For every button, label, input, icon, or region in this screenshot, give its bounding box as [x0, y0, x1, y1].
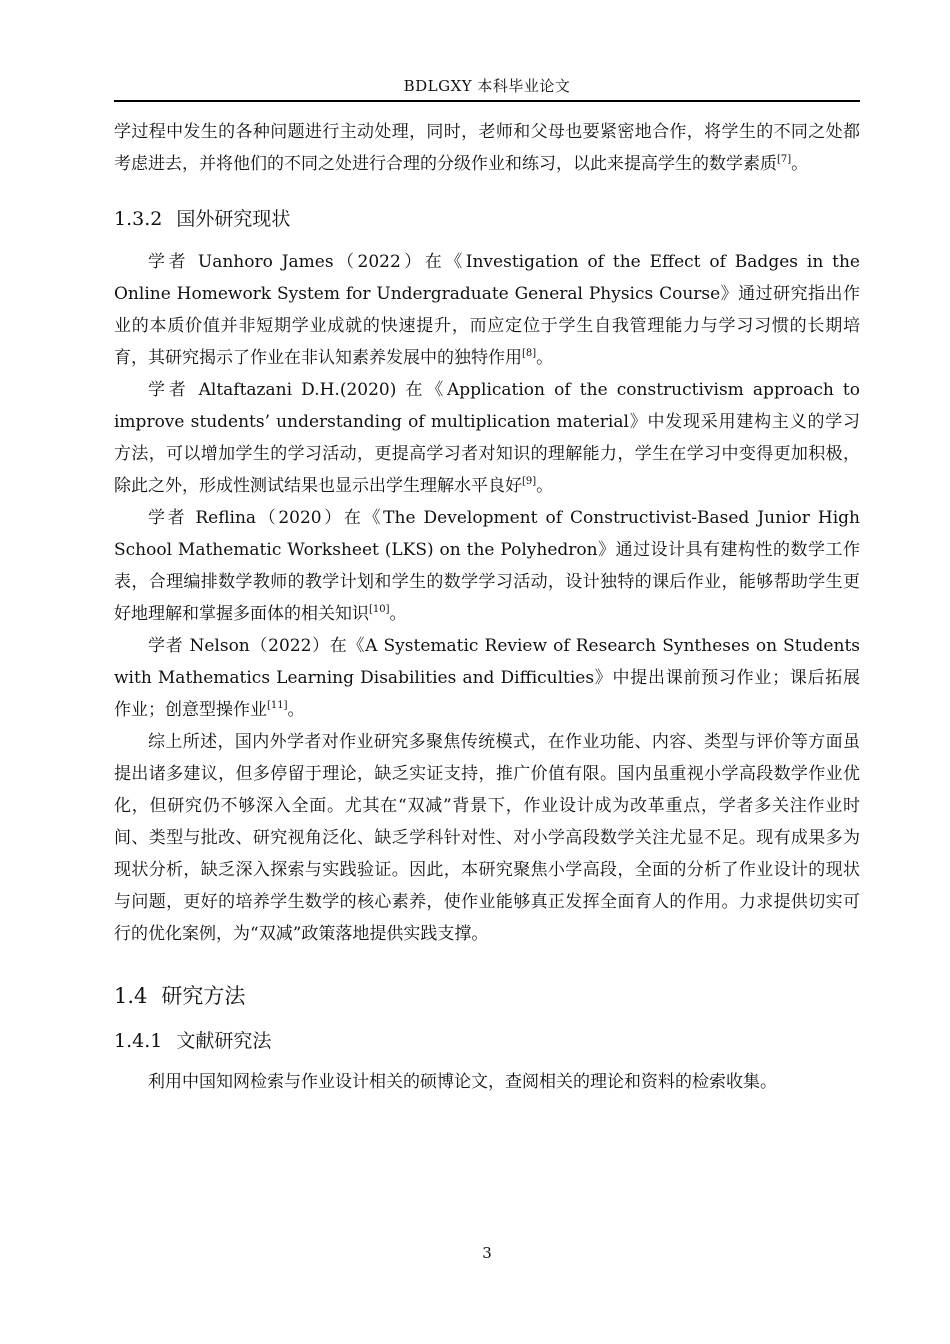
paragraph-text: 学者 Altaftazani D.H.(2020) 在《Application of the constructivism approach to improve students’ understanding of multiplication material》中发现采用建构主义的学习方法，可以增加学生的学习活动，更提高学习者对知识的理解能力，学生在学习中变得更加积极，除此之外，形成性测试结果也显示出学生理解水平良好 — [114, 380, 860, 496]
citation: [10] — [369, 604, 390, 615]
paragraph-literature-method — [114, 1066, 860, 1098]
paragraph-text: 利用中国知网检索与作业设计相关的硕博论文，查阅相关的理论和资料的检索收集。 — [148, 1072, 777, 1092]
section-number: 1.3.2 — [114, 208, 163, 230]
citation: [8] — [522, 348, 537, 359]
section-heading-1-3-2 — [114, 204, 860, 234]
section-title: 文献研究法 — [176, 1030, 272, 1052]
page-header: BDLGXY 本科毕业论文 — [403, 77, 571, 95]
paragraph-end: 。 — [287, 700, 305, 720]
section-title: 研究方法 — [161, 984, 246, 1008]
section-heading-1-4 — [114, 980, 860, 1012]
continuation-paragraph — [114, 116, 860, 180]
paragraph-end: 。 — [791, 154, 809, 174]
page-body — [114, 116, 860, 1098]
citation: [7] — [777, 154, 792, 165]
paragraph-altaftazani — [114, 374, 860, 502]
paragraph-text: 学者 Nelson（2022）在《A Systematic Review of Research Syntheses on Students with Mathematics Learning Disabilities and Difficulties》中提出课前预习作业；课后拓展作业；创意型操作业 — [114, 636, 860, 720]
paragraph-reflina — [114, 502, 860, 630]
paragraph-uanhoro — [114, 246, 860, 374]
paragraph-summary — [114, 726, 860, 950]
paragraph-text: 学者 Uanhoro James（2022）在《Investigation of the Effect of Badges in the Online Homework System for Undergraduate General Physics Course》通过研究指出作业的本质价值并非短期学业成就的快速提升，而应定位于学生自我管理能力与学习习惯的长期培育，其研究揭示了作业在非认知素养发展中的独特作用 — [114, 252, 860, 368]
header-rule — [114, 100, 860, 102]
citation: [9] — [522, 476, 537, 487]
page-number: 3 — [482, 1244, 492, 1262]
paragraph-end: 。 — [536, 348, 554, 368]
paragraph-text: 学过程中发生的各种问题进行主动处理，同时，老师和父母也要紧密地合作，将学生的不同之处都考虑进去，并将他们的不同之处进行合理的分级作业和练习，以此来提高学生的数学素质 — [114, 122, 860, 174]
citation: [11] — [267, 700, 288, 711]
section-heading-1-4-1 — [114, 1026, 860, 1056]
section-number: 1.4.1 — [114, 1030, 163, 1052]
paragraph-text: 学者 Reflina（2020）在《The Development of Constructivist-Based Junior High School Mathematic Worksheet (LKS) on the Polyhedron》通过设计具有建构性的数学工作表，合理编排数学教师的教学计划和学生的数学学习活动，设计独特的课后作业，能够帮助学生更好地理解和掌握多面体的相关知识 — [114, 508, 860, 624]
paragraph-text: 综上所述，国内外学者对作业研究多聚焦传统模式，在作业功能、内容、类型与评价等方面虽提出诸多建议，但多停留于理论，缺乏实证支持，推广价值有限。国内虽重视小学高段数学作业优化，但研究仍不够深入全面。尤其在“双减”背景下，作业设计成为改革重点，学者多关注作业时间、类型与批改、研究视角泛化、缺乏学科针对性、对小学高段数学关注尤显不足。现有成果多为现状分析，缺乏深入探索与实践验证。因此，本研究聚焦小学高段，全面的分析了作业设计的现状与问题，更好的培养学生数学的核心素养，使作业能够真正发挥全面育人的作用。力求提供切实可行的优化案例，为“双减”政策落地提供实践支撑。 — [114, 732, 860, 944]
paragraph-nelson — [114, 630, 860, 726]
section-title: 国外研究现状 — [176, 208, 291, 230]
paragraph-end: 。 — [536, 476, 554, 496]
section-number: 1.4 — [114, 984, 148, 1008]
paragraph-end: 。 — [389, 604, 407, 624]
